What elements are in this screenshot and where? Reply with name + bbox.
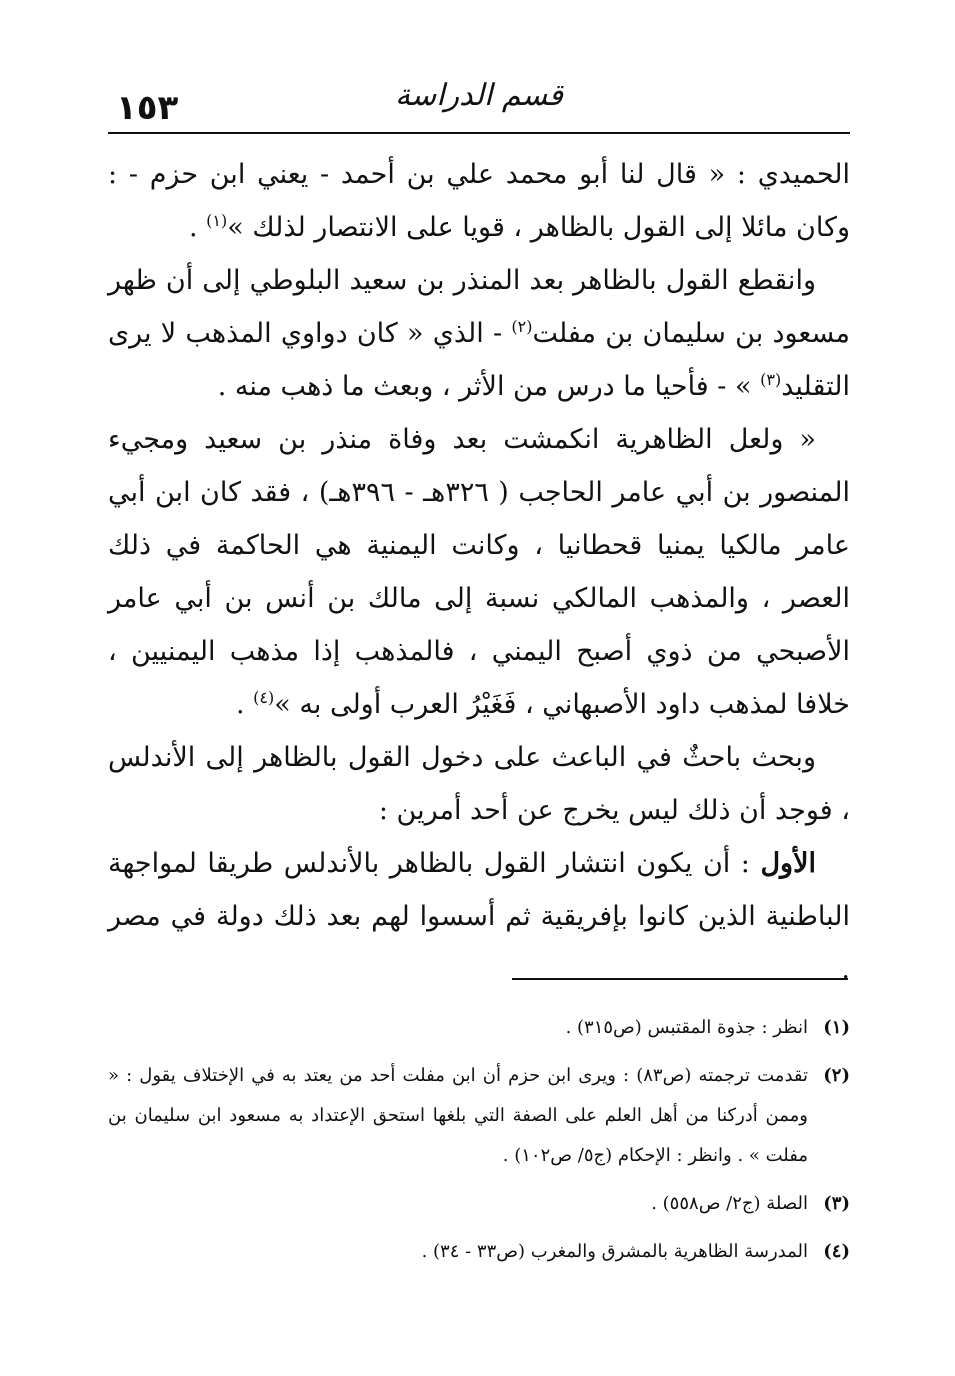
paragraph-4-text: وبحث باحثٌ في الباعث على دخول القول بالظاهر إلى الأندلس ، فوجد أن ذلك ليس يخرج عن أحد أمرين :	[108, 742, 850, 826]
footnote-1	[108, 1008, 850, 1048]
paragraph-4	[108, 731, 850, 837]
footnote-number: (٢)	[823, 1065, 850, 1086]
footnote-ref-3: (٣)	[760, 370, 782, 389]
page-header	[108, 68, 850, 134]
footnotes	[108, 1008, 850, 1272]
footnote-text: تقدمت ترجمته (ص٨٣) : ويرى ابن حزم أن ابن مفلت أحد من يعتد به في الإختلاف يقول : « وممن أدركنا من أهل العلم على الصفة التي بلغها استحق الإعتداد به مسعود ابن سليمان بن مفلت » . وانظر : الإحكام (ج٥/ ص١٠٢) .	[108, 1065, 809, 1166]
header-rule	[108, 132, 850, 134]
paragraph-3-quote	[108, 413, 850, 731]
footnote-ref-4: (٤)	[253, 688, 275, 707]
footnote-text: انظر : جذوة المقتبس (ص٣١٥) .	[565, 1017, 808, 1038]
footnote-ref-1: (١)	[206, 211, 228, 230]
paragraph-1-text: الحميدي : « قال لنا أبو محمد علي بن أحمد - يعني ابن حزم - : وكان مائلا إلى القول بالظاهر ، قويا على الانتصار لذلك »	[108, 159, 850, 243]
footnote-4	[108, 1232, 850, 1272]
footnote-2	[108, 1056, 850, 1176]
paragraph-2-text-b: - الذي « كان دواوي المذهب لا يرى التقليد	[108, 318, 850, 402]
running-title: قسم الدراسة	[395, 78, 563, 113]
footnote-number: (٤)	[823, 1241, 850, 1262]
paragraph-1-end: .	[188, 212, 207, 243]
paragraph-5-text: : أن يكون انتشار القول بالظاهر بالأندلس طريقا لمواجهة الباطنية الذين كانوا بإفريقية ثم أسسوا لهم بعد ذلك دولة في مصر .	[108, 848, 850, 985]
paragraph-5	[108, 837, 850, 996]
main-text	[108, 148, 850, 996]
page-number: ١٥٣	[116, 88, 179, 128]
paragraph-2-text-c: » - فأحيا ما درس من الأثر ، وبعث ما ذهب منه .	[217, 371, 761, 402]
footnote-3	[108, 1184, 850, 1224]
paragraph-2-text-a: وانقطع القول بالظاهر بعد المنذر بن سعيد البلوطي إلى أن ظهر مسعود بن سليمان بن مفلت	[108, 265, 850, 349]
footnote-number: (٣)	[823, 1193, 850, 1214]
paragraph-3-text: « ولعل الظاهرية انكمشت بعد وفاة منذر بن سعيد ومجيء المنصور بن أبي عامر الحاجب ( ٣٢٦هـ - ٣٩٦هـ) ، فقد كان ابن أبي عامر مالكيا يمنيا قحطانيا ، وكانت اليمنية هي الحاكمة في ذلك العصر ، والمذهب المالكي نسبة إلى مالك بن أنس بن أبي عامر الأصبحي من ذوي أصبح اليمني ، فالمذهب إذا مذهب اليمنيين ، خلافا لمذهب داود الأصبهاني ، فَغَيْرُ العرب أولى به »	[108, 424, 851, 720]
paragraph-2	[108, 254, 850, 413]
footnote-ref-2: (٢)	[511, 317, 533, 336]
footnote-text: الصلة (ج٢/ ص٥٥٨) .	[651, 1193, 808, 1214]
paragraph-3-end: .	[236, 689, 254, 720]
first-reason-term: الأول	[760, 848, 816, 879]
footnote-separator	[512, 978, 848, 980]
footnote-text: المدرسة الظاهرية بالمشرق والمغرب (ص٣٣ - ٣٤) .	[421, 1241, 808, 1262]
paragraph-1	[108, 148, 850, 254]
footnote-number: (١)	[823, 1017, 850, 1038]
